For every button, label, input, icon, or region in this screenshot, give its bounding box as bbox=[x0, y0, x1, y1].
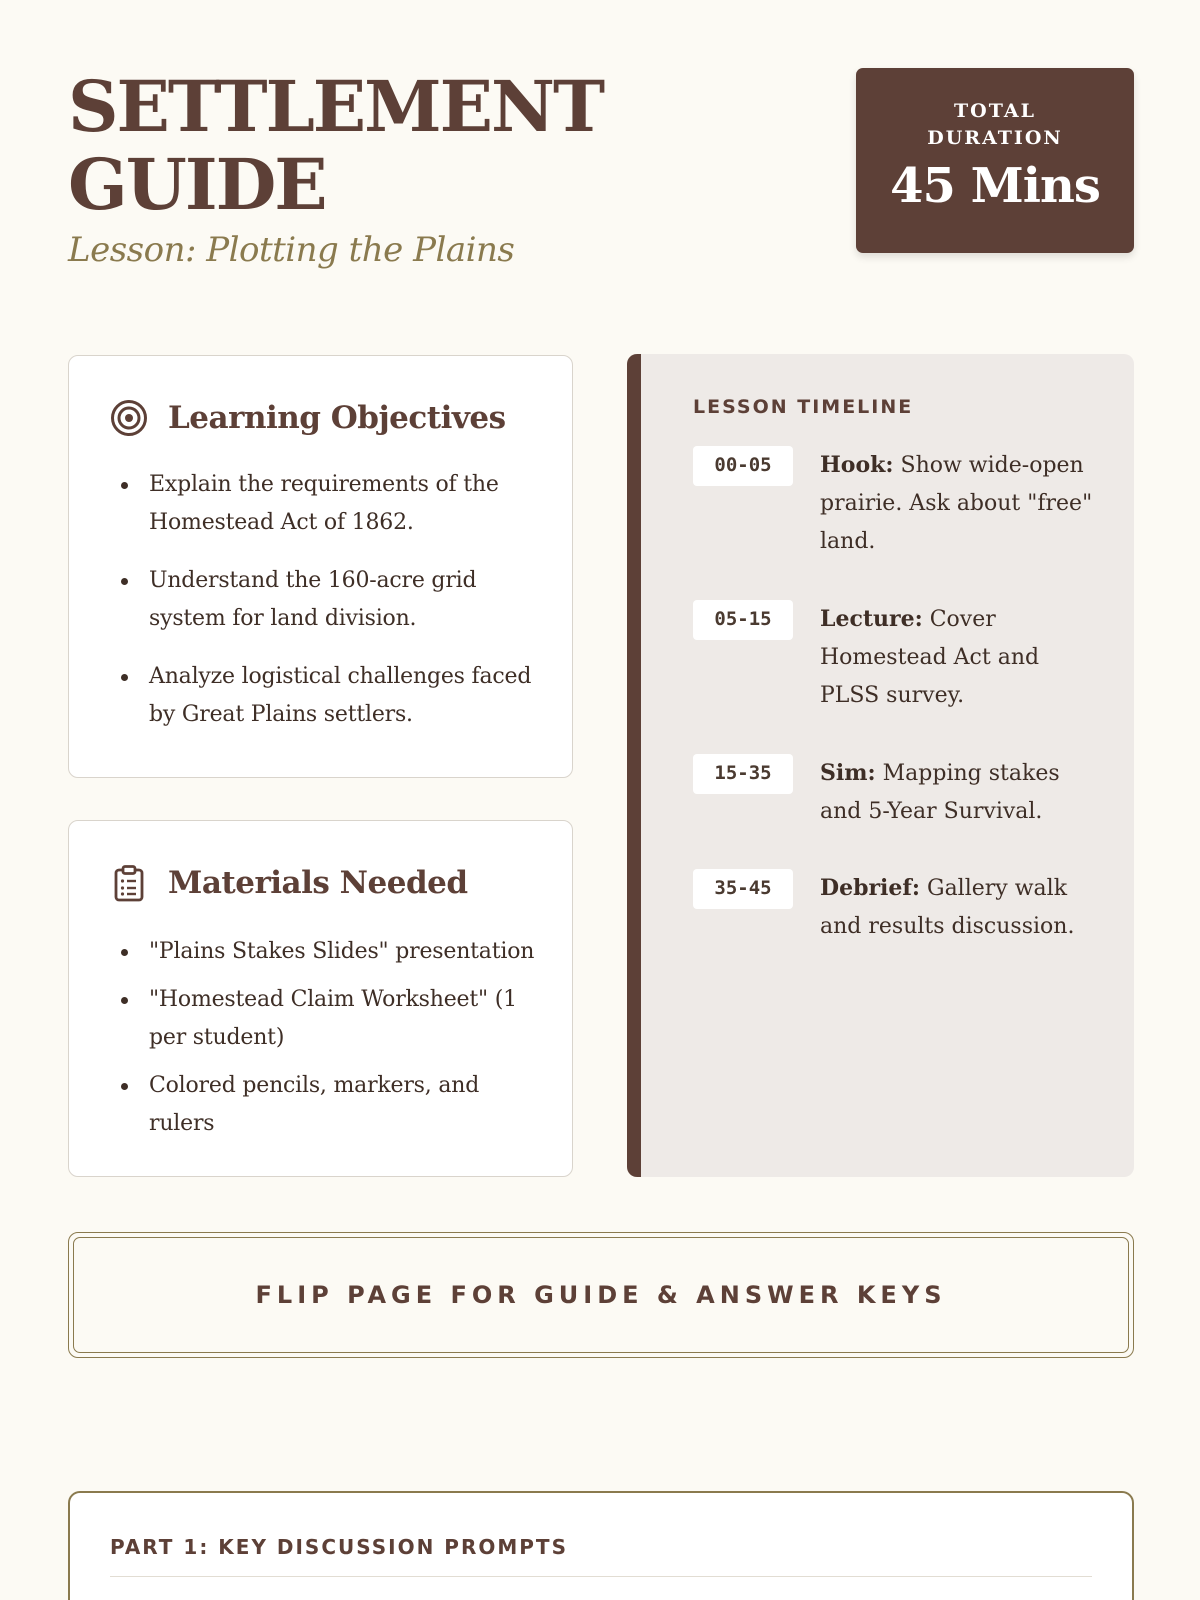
learning-objectives-header bbox=[109, 398, 506, 438]
list-item: Analyze logistical challenges faced by Great Plains settlers. bbox=[117, 658, 544, 734]
lesson-timeline-heading: LESSON TIMELINE bbox=[693, 396, 914, 418]
list-item: Understand the 160-acre grid system for land division. bbox=[117, 562, 544, 638]
timeline-text bbox=[820, 869, 1104, 946]
title-line-2: GUIDE bbox=[68, 143, 326, 226]
objectives-list bbox=[117, 466, 544, 754]
timeline-description: Cover Homestead Act and PLSS survey. bbox=[820, 607, 1040, 708]
materials-needed-card bbox=[68, 820, 573, 1177]
timeline-label: Lecture: bbox=[820, 606, 923, 632]
flip-page-label: FLIP PAGE FOR GUIDE & ANSWER KEYS bbox=[73, 1237, 1129, 1353]
page-subtitle: Lesson: Plotting the Plains bbox=[68, 230, 515, 270]
timeline-label: Sim: bbox=[820, 760, 876, 786]
title-line-1: SETTLEMENT bbox=[68, 65, 604, 148]
list-item: Colored pencils, markers, and rulers bbox=[117, 1067, 544, 1143]
timeline-time: 05-15 bbox=[693, 600, 793, 640]
duration-value: 45 Mins bbox=[890, 158, 1100, 214]
timeline-description: Show wide-open prairie. Ask about "free" land. bbox=[820, 453, 1093, 554]
timeline-text bbox=[820, 446, 1104, 561]
page-header bbox=[68, 65, 768, 270]
timeline-time: 15-35 bbox=[693, 754, 793, 794]
divider bbox=[110, 1576, 1092, 1577]
learning-objectives-title: Learning Objectives bbox=[168, 400, 506, 436]
timeline-time: 00-05 bbox=[693, 446, 793, 486]
timeline-text bbox=[820, 754, 1104, 831]
list-item: "Plains Stakes Slides" presentation bbox=[117, 933, 544, 971]
timeline-row bbox=[693, 869, 1104, 946]
lesson-timeline-panel bbox=[627, 354, 1134, 1177]
timeline-row bbox=[693, 600, 1104, 715]
timeline-description: Mapping stakes and 5-Year Survival. bbox=[820, 761, 1060, 824]
timeline-text bbox=[820, 600, 1104, 715]
timeline-row bbox=[693, 754, 1104, 831]
total-duration-badge bbox=[856, 68, 1134, 253]
learning-objectives-card bbox=[68, 355, 573, 778]
target-icon bbox=[109, 398, 149, 438]
timeline-row bbox=[693, 446, 1104, 561]
duration-label: TOTAL DURATION bbox=[927, 100, 1063, 149]
timeline-label: Debrief: bbox=[820, 875, 920, 901]
clipboard-icon bbox=[109, 863, 149, 903]
materials-list bbox=[117, 933, 544, 1153]
timeline-description: Gallery walk and results discussion. bbox=[820, 876, 1075, 939]
list-item: "Homestead Claim Worksheet" (1 per student) bbox=[117, 981, 544, 1057]
part1-title: PART 1: KEY DISCUSSION PROMPTS bbox=[110, 1535, 568, 1559]
timeline-label: Hook: bbox=[820, 452, 894, 478]
timeline-time: 35-45 bbox=[693, 869, 793, 909]
flip-page-banner bbox=[68, 1232, 1134, 1358]
page-title bbox=[68, 65, 768, 226]
part1-card bbox=[68, 1491, 1134, 1600]
materials-needed-header bbox=[109, 863, 468, 903]
list-item: Explain the requirements of the Homestead Act of 1862. bbox=[117, 466, 544, 542]
materials-needed-title: Materials Needed bbox=[168, 865, 468, 901]
